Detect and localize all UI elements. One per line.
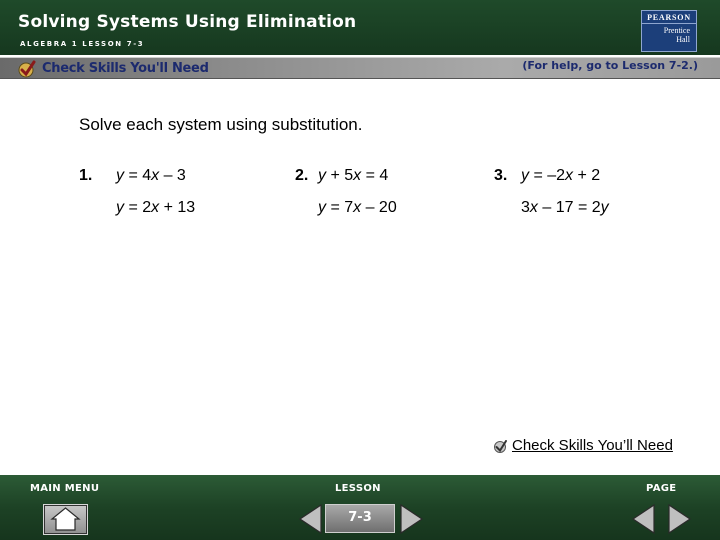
lesson-next-button[interactable] (397, 503, 425, 535)
logo-line2: Hall (676, 35, 690, 44)
help-reference: (For help, go to Lesson 7-2.) (522, 59, 698, 72)
arrow-right-icon (397, 503, 425, 535)
equation: y = 2x + 13 (116, 199, 196, 216)
instruction-text: Solve each system using substitution. (79, 115, 363, 134)
arrow-right-icon (665, 503, 693, 535)
equation: y = 7x – 20 (318, 199, 397, 216)
lesson-subtitle: ALGEBRA 1 LESSON 7-3 (20, 40, 145, 48)
lesson-prev-button[interactable] (297, 503, 325, 535)
problem-number: 1. (79, 167, 93, 184)
equation: 3x – 17 = 2y (521, 199, 609, 216)
footer-nav (0, 475, 720, 540)
page-label: PAGE (646, 483, 677, 494)
check-skills-link[interactable] (493, 437, 673, 454)
page-title: Solving Systems Using Elimination (18, 12, 357, 32)
check-skills-label: Check Skills You'll Need (42, 61, 209, 76)
page-next-button[interactable] (665, 503, 693, 535)
lesson-number-box (325, 504, 395, 533)
arrow-left-icon (630, 503, 658, 535)
checkmark-icon (18, 60, 36, 78)
pearson-logo (641, 10, 697, 52)
header-bar (0, 0, 720, 55)
equation: y + 5x = 4 (318, 167, 389, 184)
page-prev-button[interactable] (630, 503, 658, 535)
logo-pearson-text: PEARSON (642, 11, 696, 24)
equation: y = –2x + 2 (521, 167, 601, 184)
logo-prentice-hall (642, 24, 696, 44)
problem-number: 3. (494, 167, 508, 184)
check-skills-bar (0, 57, 720, 79)
home-button[interactable] (43, 504, 88, 535)
home-icon (44, 505, 87, 534)
problem-number: 2. (295, 167, 309, 184)
main-menu-label: MAIN MENU (30, 483, 100, 494)
check-skills-link-label[interactable]: Check Skills You’ll Need (512, 437, 673, 454)
lesson-label: LESSON (335, 483, 381, 494)
lesson-number: 7-3 (348, 510, 372, 525)
equation: y = 4x – 3 (116, 167, 186, 184)
check-skills-icon (493, 438, 509, 454)
logo-line1: Prentice (663, 26, 690, 35)
arrow-left-icon (297, 503, 325, 535)
